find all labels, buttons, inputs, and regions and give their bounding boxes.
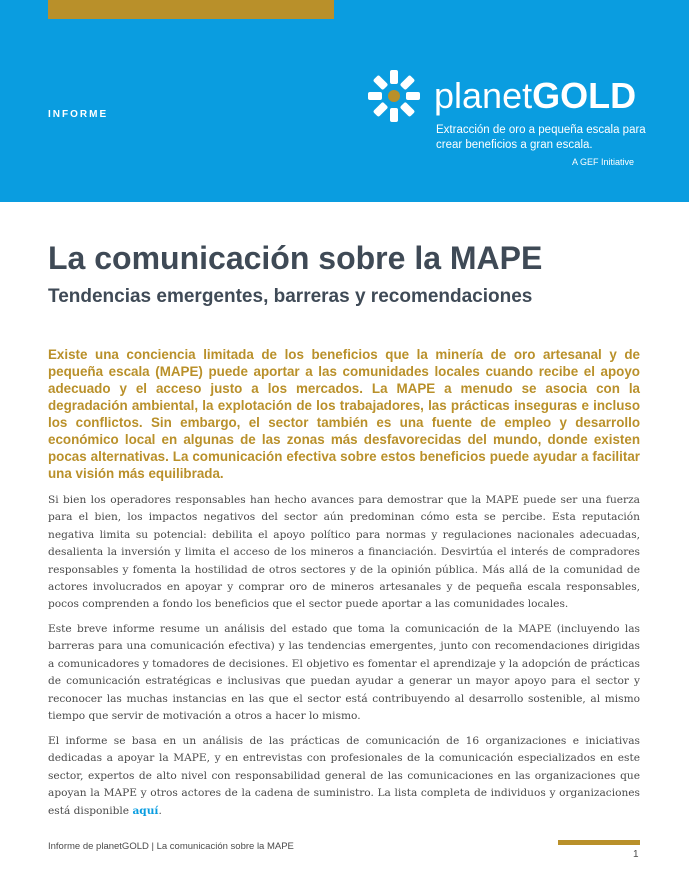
body-paragraph-3 [48,733,640,820]
lead-paragraph: Existe una conciencia limitada de los beneficios que la minería de oro artesanal y de pequeña escala (MAPE) puede aportar a las comunidades locales cuando recibe el apoyo adecuado y el acceso justo a los mercados. La MAPE a menudo se asocia con la degradación ambiental, la explotación de los trabajadores, las prácticas inseguras e incluso los conflictos. Sin embargo, el sector también es una fuente de empleo y desarrollo económico local en algunas de las zonas más desfavorecidas del mundo, donde existen pocas alternativas. La comunicación efectiva sobre estos beneficios puede ayudar a facilitar una visión más equilibrada. [48,347,640,481]
body-paragraph-3-text: El informe se basa en un análisis de las prácticas de comunicación de 16 organizaciones e iniciativas dedicadas a apoyar la MAPE, y en entrevistas con profesionales de la comunicación especializados en este sector, expertos de alto nivel con responsabilidad general de las comunicaciones en las organizaciones que apoyan la MAPE y otros actores de la cadena de suministro. La lista completa de individuos y organizaciones está disponible [48,735,640,817]
page-number: 1 [633,849,639,860]
body-paragraph-2: Este breve informe resume un análisis del estado que toma la comunicación de la MAPE (incluyendo las barreras para una comunicación efectiva) y las tendencias emergentes, junto con recomendaciones dirigidas a comunicadores y tomadores de decisiones. El objetivo es fomentar el aprendizaje y la adopción de prácticas de comunicación estratégicas e inclusivas que puedan ayudar a generar un mayor apoyo para el sector y reconocer las muchas instancias en las que el sector está contribuyendo al desarrollo sostenible, al mismo tiempo que servir de motivación a otros a hacer lo mismo. [48,623,640,723]
footer-text: Informe de planetGOLD | La comunicación sobre la MAPE [48,841,294,852]
source-list-link[interactable]: aquí [132,804,159,817]
logo-tagline: Extracción de oro a pequeña escala para crear beneficios a gran escala. [436,124,646,151]
gef-initiative-label: A GEF Initiative [572,157,635,167]
document-type-label: INFORME [48,109,109,120]
planetgold-logo-icon [367,69,421,123]
gold-accent-bar [48,0,334,19]
header-banner [0,0,689,202]
document-title: La comunicación sobre la MAPE [48,240,543,276]
logo-text-gold: GOLD [532,75,637,116]
logo-text-planet: planet [434,75,533,116]
document-subtitle: Tendencias emergentes, barreras y recomendaciones [48,286,533,307]
planetgold-logo-text [434,76,636,116]
body-paragraph-3-end: . [158,804,162,817]
footer-gold-bar [558,840,640,845]
body-paragraph-1: Si bien los operadores responsables han hecho avances para demostrar que la MAPE puede ser una fuerza para el bien, los impactos negativos del sector aún predominan cómo esta se percibe. Esta reputación negativa limita su potencial: debilita el apoyo político para normas y regulaciones nacionales adecuadas, desalienta la inversión y limita el acceso de los mineros a financiación. Desvirtúa el interés de compradores responsables y fomenta la hostilidad de otros sectores y de la opinión pública. Más allá de la comunidad de actores involucrados en apoyar y comprar oro de mineros artesanales y de pequeña escala responsables, pocos comprenden a fondo los beneficios que el sector puede aportar a las comunidades locales. [48,494,640,611]
